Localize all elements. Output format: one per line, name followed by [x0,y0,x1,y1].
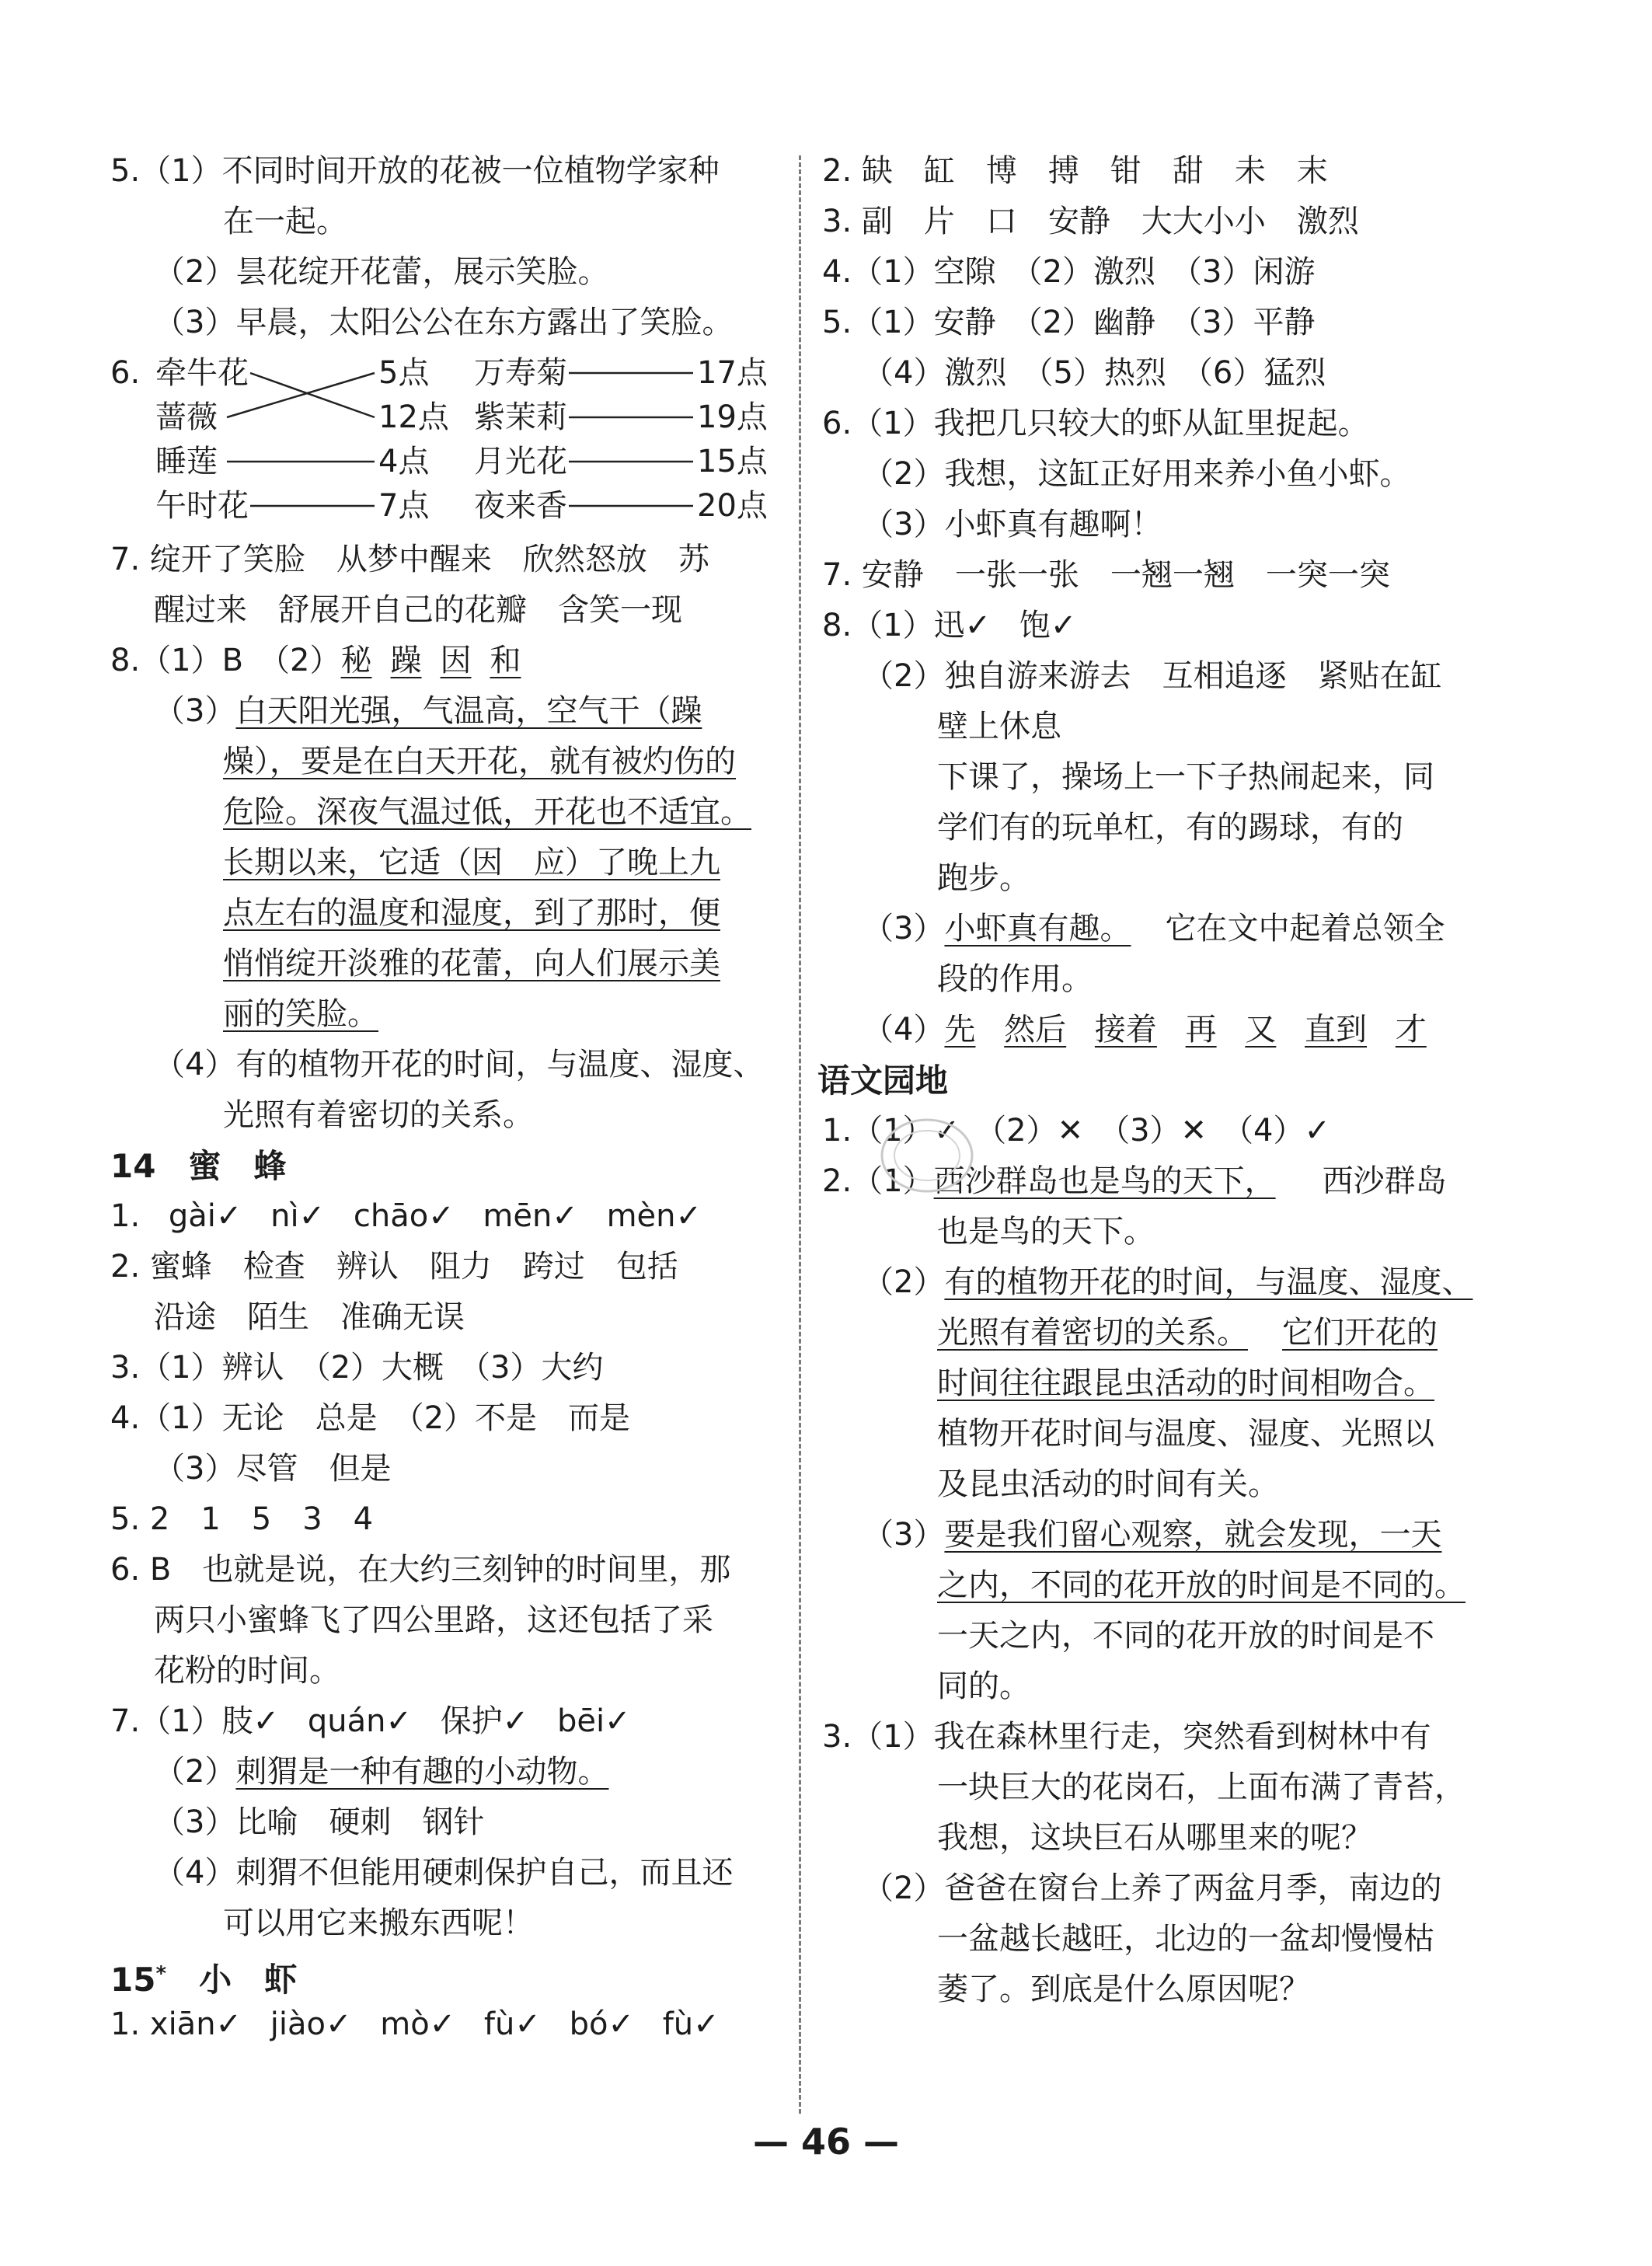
l14-q3: 3.（1）辨认 （2）大概 （3）大约 [110,1350,604,1386]
q5-line-1: 5.（1）不同时间开放的花被一位植物学家种 [110,153,720,189]
q8-3-line-5 [110,888,779,939]
flower-b-1: 万寿菊 [474,355,567,391]
l15-q1 [110,1999,779,2050]
lesson-14-title: 14 蜜 蜂 [110,1147,287,1185]
r-q8-1-item: 迅✓ [933,608,992,643]
q8-4-line-1: （4）有的植物开花的时间，与温度、湿度、 [154,1047,765,1082]
q8-char-4: 和 [490,643,521,678]
page-number: — 46 — [752,2121,900,2163]
r-q8-3-line-1 [822,904,1498,954]
flower-a-2: 蔷薇 [155,399,218,435]
l14-q7-4-line-2: 可以用它来搬东西呢！ [223,1905,534,1941]
right-column [817,146,1498,2015]
r-q8-4-word: 接着 [1094,1012,1157,1048]
match-line [250,373,375,417]
q5-line-3: （2）昙花绽开花蕾，展示笑脸。 [154,254,609,290]
q8-char-2: 躁 [390,643,422,678]
q8-3-line-6 [110,939,779,989]
matching-lines [110,348,779,535]
r-q4: 4.（1）空隙 （2）激烈 （3）闲游 [822,254,1316,290]
r-q6-line-1: 6.（1）我把几只较大的虾从缸里捉起。 [822,406,1369,441]
l14-q1-item: mēn✓ [483,1198,578,1234]
column-divider [799,155,801,2114]
r-q8-2-line-4: 学们有的玩单杠，有的踢球，有的 [937,810,1403,845]
g-q2-2-line-3 [822,1358,1498,1409]
lesson-15-number: 15 [110,1961,156,1999]
q8-3-prefix: （3） [154,693,236,729]
l14-q7-2 [110,1747,779,1797]
g-q2-2-underlined-1: 有的植物开花的时间，与温度、湿度、 [944,1264,1473,1300]
l14-q2-line-2: 沿途 陌生 准确无误 [154,1299,465,1335]
q8-3-line-1 [110,686,779,737]
q8-line-1 [110,636,779,686]
g-q1: 1.（1）✓ （2）✕ （3）✕ （4）✓ [822,1113,1331,1149]
lesson-15-name: 小 虾 [166,1961,298,1999]
l14-q1 [110,1191,779,1242]
q5-line-4: （3）早晨，太阳公公在东方露出了笑脸。 [154,305,734,340]
g-q2-3-line-1 [822,1510,1498,1560]
l14-q6-line-1: 6. B 也就是说，在大约三刻钟的时间里，那 [110,1552,731,1588]
r-q5-line-2: （4）激烈 （5）热烈 （6）猛烈 [863,355,1326,391]
g-q2-1-rest: 西沙群岛 [1322,1163,1447,1199]
flower-b-2: 紫茉莉 [474,399,567,435]
g-q2-2-line-5: 及昆虫活动的时间有关。 [937,1466,1279,1502]
q8-3-text-6: 悄悄绽开淡雅的花蕾，向人们展示美 [223,946,720,981]
g-q2-2-line-1 [822,1257,1498,1308]
flower-a-4: 午时花 [155,488,249,524]
flower-a-1: 牵牛花 [155,355,249,391]
garden-title: 语文园地 [817,1062,949,1100]
r-q8-4-word: 才 [1395,1012,1427,1048]
g-q2-1-line-2: 也是鸟的天下。 [937,1214,1155,1250]
l15-q1-number: 1. [110,2006,141,2042]
r-q8-4-word: 再 [1185,1012,1217,1048]
r-q8-3-line-2: 段的作用。 [937,961,1093,997]
g-q2-3-line-3: 一天之内，不同的花开放的时间是不 [937,1618,1434,1654]
r-q8-2-line-3: 下课了，操场上一下子热闹起来，同 [937,759,1434,795]
q8-3-text-7: 丽的笑脸。 [223,996,378,1032]
r-q8-4-word: 直到 [1305,1012,1368,1048]
l14-q7-4-line-1: （4）刺猬不但能用硬刺保护自己，而且还 [154,1855,734,1891]
g-q2-2-underlined-3: 时间往往跟昆虫活动的时间相吻合。 [937,1365,1434,1401]
r-q8-4-word: 又 [1245,1012,1277,1048]
l15-q1-item: fù✓ [483,2006,541,2042]
g-q3-2-line-2: 一盆越长越旺，北边的一盆却慢慢枯 [937,1921,1434,1957]
g-q2-3-prefix: （3） [863,1517,945,1553]
r-q8-3-prefix: （3） [863,911,945,946]
g-q2-2-line-2 [822,1308,1498,1358]
time-b-1: 17点 [697,355,768,391]
time-a-4: 7点 [378,488,430,524]
lesson-15-star: * [155,1962,167,1985]
q7-line-1: 7. 绽开了笑脸 从梦中醒来 欣然怒放 苏 [110,542,709,577]
time-b-4: 20点 [697,488,768,524]
q8-char-3: 因 [440,643,472,678]
r-q8-2-line-1: （2）独自游来游去 互相追逐 紧贴在缸 [863,658,1442,694]
flower-a-3: 睡莲 [155,444,218,479]
r-q5-line-1: 5.（1）安静 （2）幽静 （3）平静 [822,305,1316,340]
r-q8-4-word: 先 [944,1012,976,1048]
r-q3: 3. 副 片 口 安静 大大小小 激烈 [822,204,1359,239]
l14-q7-number: 7.（1） [110,1703,222,1739]
r-q8-2-line-5: 跑步。 [937,860,1030,896]
l15-q1-item: mò✓ [380,2006,456,2042]
r-q8-2-line-2: 壁上休息 [937,709,1061,744]
r-q7: 7. 安静 一张一张 一翘一翘 一突一突 [822,557,1390,593]
q8-4-line-2: 光照有着密切的关系。 [223,1097,534,1133]
l14-q7-item: quán✓ [307,1703,412,1739]
r-q2: 2. 缺 缸 博 搏 钳 甜 未 末 [822,153,1328,189]
g-q2-3-underlined-2: 之内，不同的花开放的时间是不同的。 [937,1567,1466,1603]
l14-q1-item: nì✓ [270,1198,326,1234]
left-column [110,146,779,2050]
l14-q4-line-2: （3）尽管 但是 [154,1451,392,1487]
r-q8-4 [822,1005,1498,1055]
l14-q7-item: 肢✓ [221,1703,280,1739]
time-a-1: 5点 [378,355,430,391]
g-q2-2-prefix: （2） [863,1264,945,1300]
r-q8-number: 8.（1） [822,608,934,643]
l14-q7-2-text: 刺猬是一种有趣的小动物。 [235,1754,609,1790]
time-a-2: 12点 [378,399,449,435]
q8-char-1: 秘 [340,643,372,678]
q5-line-2: 在一起。 [223,204,347,239]
q8-3-line-2 [110,737,779,787]
l15-q1-item: fù✓ [662,2006,720,2042]
time-b-2: 19点 [697,399,768,435]
l14-q1-number: 1. [110,1198,141,1234]
flower-b-4: 夜来香 [474,488,567,524]
q8-3-line-3 [110,787,779,838]
time-b-3: 15点 [697,444,768,479]
lesson-15-title [110,1949,779,1999]
l14-q1-item: gài✓ [168,1198,242,1234]
r-q6-line-2: （2）我想，这缸正好用来养小鱼小虾。 [863,456,1411,492]
g-q2-3-underlined-1: 要是我们留心观察，就会发现，一天 [944,1517,1442,1553]
g-q2-2-underlined-2: 光照有着密切的关系。 [937,1315,1248,1351]
g-q3-1-line-2: 一块巨大的花岗石，上面布满了青苔， [937,1769,1466,1805]
q7-line-2: 醒过来 舒展开自己的花瓣 含笑一现 [154,592,682,628]
q8-3-line-4 [110,838,779,888]
q8-3-text-1: 白天阳光强，气温高，空气干（躁 [235,693,702,729]
g-q2-2-underlined-2b: 它们开花的 [1282,1315,1438,1351]
r-q8-4-word: 然后 [1004,1012,1067,1048]
l15-q1-item: bó✓ [569,2006,634,2042]
r-q8-3-underlined: 小虾真有趣。 [944,911,1131,946]
r-q8-1 [822,601,1498,651]
r-q8-1-item: 饱✓ [1019,608,1077,643]
l14-q1-item: chāo✓ [353,1198,455,1234]
q8-3-text-3: 危险。深夜气温过低，开花也不适宜。 [223,794,751,830]
q6-matching [110,348,779,535]
l14-q7-item: 保护✓ [440,1703,529,1739]
g-q2-2-line-4: 植物开花时间与温度、湿度、光照以 [937,1416,1434,1452]
l14-q4-line-1: 4.（1）无论 总是 （2）不是 而是 [110,1400,631,1436]
l14-q1-item: mèn✓ [606,1198,702,1234]
match-line [227,373,375,417]
g-q3-1-line-3: 我想，这块巨石从哪里来的呢？ [937,1820,1372,1856]
l15-q1-item: jiào✓ [270,2006,352,2042]
g-q2-prefix: 2.（1） [822,1163,934,1199]
g-q2-3-line-2 [822,1560,1498,1611]
q8-3-line-7 [110,989,779,1040]
l14-q6-line-3: 花粉的时间。 [154,1653,340,1689]
q6-number: 6. [110,355,141,391]
q8-3-text-2: 燥），要是在白天开花，就有被灼伤的 [223,744,736,779]
time-a-3: 4点 [378,444,430,479]
l14-q7-1 [110,1696,779,1747]
g-q3-1-line-1: 3.（1）我在森林里行走，突然看到树林中有 [822,1719,1431,1755]
l15-q1-item: xiān✓ [149,2006,242,2042]
l14-q6-line-2: 两只小蜜蜂飞了四公里路，这还包括了采 [154,1602,713,1638]
q8-part1: 8.（1）B （2） [110,643,341,678]
l14-q7-3: （3）比喻 硬刺 钢针 [154,1804,485,1840]
q8-3-text-5: 点左右的温度和湿度，到了那时，便 [223,895,720,931]
r-q6-line-3: （3）小虾真有趣啊！ [863,507,1162,542]
stamp-watermark [877,1113,978,1198]
flower-b-3: 月光花 [474,444,567,479]
r-q8-4-prefix: （4） [863,1012,945,1048]
g-q3-2-line-3: 萎了。到底是什么原因呢？ [937,1971,1310,2007]
g-q3-2-line-1: （2）爸爸在窗台上养了两盆月季，南边的 [863,1870,1442,1906]
l14-q7-item: bēi✓ [556,1703,631,1739]
g-q2-3-line-4: 同的。 [937,1668,1030,1704]
l14-q7-2-prefix: （2） [154,1754,236,1790]
l14-q5: 5. 2 1 5 3 4 [110,1501,374,1537]
g-q2-1-underlined: 西沙群岛也是鸟的天下， [933,1163,1276,1199]
r-q8-3-rest: 它在文中起着总领全 [1165,911,1445,946]
l14-q2-line-1: 2. 蜜蜂 检查 辨认 阻力 跨过 包括 [110,1249,678,1285]
q8-3-text-4: 长期以来，它适（因 应）了晚上九 [223,845,720,880]
